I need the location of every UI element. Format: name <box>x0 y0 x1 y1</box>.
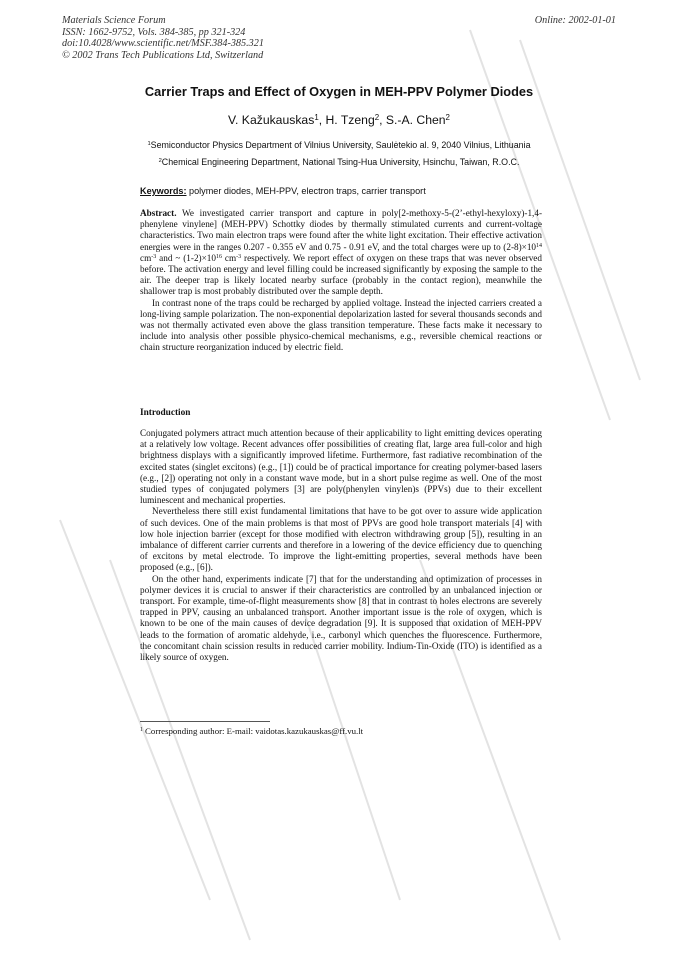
footnote-text: Corresponding author: E-mail: vaidotas.kazukauskas@ff.vu.lt <box>142 726 364 736</box>
author-2: H. Tzeng <box>325 113 375 127</box>
affiliation-1 <box>60 140 618 150</box>
author-1-affil: 1 <box>314 113 319 123</box>
intro-paragraph: Conjugated polymers attract much attention because of their applicability to light emitting devices operating at a relatively low voltage. Recent advances offer possibilities of creating flat, large area full-color and high brightness displays with a significantly improved lifetime. Furthermore, fast radiative recombination of the excited states (singlet excitons) (e.g., [1]) could be of practical importance for creating polymer-based lasers (e.g., [2]) operating not only in a constant wave mode, but in a short pulse regime as well. One of the most studied types of conjugated polymers [3] are poly(phenylen vinylen)s (PPVs) due to their excellent luminescent and mechanical properties. <box>140 428 542 506</box>
abstract-paragraph <box>140 208 542 298</box>
section-heading: Introduction <box>140 408 191 418</box>
author-3-affil: 2 <box>445 113 450 123</box>
abstract-text: cm <box>140 252 152 263</box>
affiliation-1-text: Semiconductor Physics Department of Vilnius University, Saulėtekio al. 9, 2040 Vilnius, Lithuania <box>150 140 531 150</box>
intro-paragraph: On the other hand, experiments indicate [7] that for the understanding and optimization of processes in polymer devices it is crucial to answer if their characteristics are controlled by an unbalanced injection or transport. For example, time-of-flight measurements show [8] that in contrast to holes electrons are severely trapped in PPV, causing an unbalanced transport. Another important issue is the role of oxygen, which is known to be one of the main causes of device degradation [9]. It is supposed that oxidation of MEH-PPV leads to the formation of aromatic aldehyde, i.e., carbonyl which quenches the fluorescence. Furthermore, the concomitant chain scission results in reduced carrier mobility. Indium-Tin-Oxide (ITO) is identified as a likely source of oxygen. <box>140 573 542 663</box>
footnote <box>140 726 363 736</box>
journal-header <box>62 15 264 61</box>
author-list <box>60 113 618 127</box>
copyright-line: © 2002 Trans Tech Publications Ltd, Switzerland <box>62 49 264 61</box>
exponent: -3 <box>151 254 157 261</box>
keywords <box>140 186 426 196</box>
author-1: V. Kažukauskas <box>228 113 315 127</box>
abstract-text: We investigated carrier transport and capture in poly[2-methoxy-5-(2’-ethyl-hexyloxy)-1,4-phenylene vinylene] (MEH-PPV) Schottky diodes by thermally stimulated currents and current-voltage characteristics. Two main electron traps were found after the white light excitation. Their effective activation energies were in the ranges 0.207 - 0.355 eV and 0.75 - 0.91 eV, and the total charges were up to (2-8)×10 <box>140 208 542 252</box>
keywords-text: polymer diodes, MEH-PPV, electron traps, carrier transport <box>186 186 426 196</box>
author-separator: , <box>318 113 326 127</box>
intro-paragraph: Nevertheless there still exist fundamental limitations that have to be got over to assure wide application of such devices. One of the main problems is that most of PPVs are good hole transport materials [4] with low hole injection barrier (except for those modified with electron withdrawing group [5]), resulting in an imbalance of different carrier currents and therefore in a lowering of the device efficiency due to quenching of excitons by metal electrode. To improve the light-emitting properties, several methods have been proposed (e.g., [6]). <box>140 506 542 573</box>
introduction-body <box>140 428 542 663</box>
abstract-text: cm <box>221 252 237 263</box>
doi-line: doi:10.4028/www.scientific.net/MSF.384-385.321 <box>62 38 264 49</box>
exponent: -3 <box>236 254 242 261</box>
keywords-label: Keywords: <box>140 186 187 196</box>
exponent: 14 <box>536 242 542 249</box>
paper-title: Carrier Traps and Effect of Oxygen in MEH-PPV Polymer Diodes <box>144 84 534 99</box>
journal-name: Materials Science Forum <box>62 15 166 26</box>
footnote-divider <box>140 721 270 722</box>
online-date: Online: 2002-01-01 <box>534 15 616 26</box>
abstract-text: and ~ (1-2)×10 <box>156 252 216 263</box>
exponent: 16 <box>215 254 222 261</box>
abstract-label: Abstract. <box>140 208 177 218</box>
author-2-affil: 2 <box>374 113 380 123</box>
author-3: S.-A. Chen <box>385 113 446 127</box>
affiliation-1-marker: 1 <box>147 141 151 148</box>
abstract <box>140 208 542 354</box>
issn-line: ISSN: 1662-9752, Vols. 384-385, pp 321-324 <box>62 26 246 38</box>
footnote-marker: 1 <box>140 727 143 734</box>
abstract-paragraph: In contrast none of the traps could be recharged by applied voltage. Instead the injected carriers created a long-living sample polarization. The non-exponential depolarization lasted for several thousands seconds and was not thermally activated even above the glass transition temperature. These facts make it necessary to include into analysis other possible physico-chemical mechanisms, e.g., reversible chemical reactions or chain structure reorganization induced by electric field. <box>140 297 542 353</box>
abstract-text: respectively. We report effect of oxygen on these traps that was never observed before. The activation energy and level filling could be increased significantly by exposing the sample to the air. The deeper trap is likely located nearby surface (probably in the contact region), meanwhile the shallower trap is most probably distributed over the sample depth. <box>140 252 542 297</box>
author-separator: , <box>379 113 386 127</box>
affiliation-2-text: Chemical Engineering Department, National Tsing-Hua University, Hsinchu, Taiwan, R.O.C. <box>161 157 520 167</box>
affiliation-2-marker: 2 <box>158 158 162 165</box>
affiliation-2 <box>60 157 618 167</box>
